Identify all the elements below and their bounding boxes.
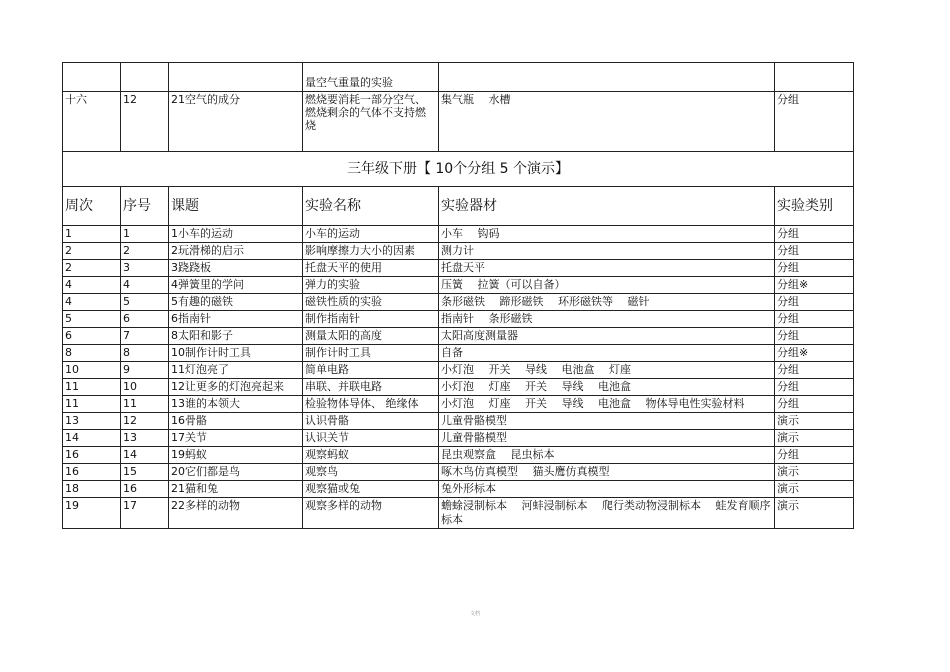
equipment-cell: 小车 钩码 — [439, 226, 775, 243]
num-cell: 17 — [121, 498, 169, 529]
equipment-cell: 太阳高度测量器 — [439, 328, 775, 345]
table-row — [63, 379, 854, 396]
week-cell: 4 — [63, 277, 121, 294]
num-cell: 13 — [121, 430, 169, 447]
type-cell: 分组※ — [775, 277, 854, 294]
table-row — [63, 430, 854, 447]
num-cell: 16 — [121, 481, 169, 498]
type-cell: 演示 — [775, 430, 854, 447]
week-cell: 1 — [63, 226, 121, 243]
lesson-cell — [169, 63, 303, 92]
experiment-name-cell: 串联、并联电路 — [303, 379, 439, 396]
lesson-cell: 19蚂蚁 — [169, 447, 303, 464]
num-cell: 5 — [121, 294, 169, 311]
table-row — [63, 277, 854, 294]
experiment-name-cell: 简单电路 — [303, 362, 439, 379]
type-cell: 分组 — [775, 294, 854, 311]
week-cell: 16 — [63, 464, 121, 481]
experiment-name-cell: 燃烧要消耗一部分空气、燃烧剩余的气体不支持燃烧 — [303, 92, 439, 152]
section-title: 三年级下册【 10个分组 5 个演示】 — [63, 152, 854, 187]
week-cell: 14 — [63, 430, 121, 447]
type-cell: 演示 — [775, 498, 854, 529]
equipment-cell — [439, 63, 775, 92]
week-cell: 4 — [63, 294, 121, 311]
experiment-name-cell: 磁铁性质的实验 — [303, 294, 439, 311]
table-row — [63, 464, 854, 481]
header-experiment-name: 实验名称 — [303, 187, 439, 226]
header-type: 实验类别 — [775, 187, 854, 226]
header-lesson: 课题 — [169, 187, 303, 226]
table-row — [63, 294, 854, 311]
equipment-cell: 测力计 — [439, 243, 775, 260]
type-cell: 分组 — [775, 396, 854, 413]
lesson-cell: 17关节 — [169, 430, 303, 447]
table-row — [63, 328, 854, 345]
type-cell: 分组 — [775, 260, 854, 277]
num-cell: 12 — [121, 92, 169, 152]
page-footer: 文档 — [470, 611, 481, 617]
week-cell: 18 — [63, 481, 121, 498]
type-cell: 分组 — [775, 379, 854, 396]
week-cell: 5 — [63, 311, 121, 328]
num-cell: 15 — [121, 464, 169, 481]
type-cell: 分组 — [775, 243, 854, 260]
experiment-name-cell: 认识关节 — [303, 430, 439, 447]
num-cell: 1 — [121, 226, 169, 243]
lesson-cell: 16骨骼 — [169, 413, 303, 430]
table-row — [63, 92, 854, 152]
experiment-name-cell: 制作计时工具 — [303, 345, 439, 362]
num-cell: 11 — [121, 396, 169, 413]
num-cell: 14 — [121, 447, 169, 464]
week-cell — [63, 63, 121, 92]
equipment-cell: 条形磁铁 蹄形磁铁 环形磁铁等 磁针 — [439, 294, 775, 311]
lesson-cell: 22多样的动物 — [169, 498, 303, 529]
experiment-table — [62, 62, 854, 529]
type-cell: 演示 — [775, 413, 854, 430]
equipment-cell: 昆虫观察盒 昆虫标本 — [439, 447, 775, 464]
num-cell: 2 — [121, 243, 169, 260]
lesson-cell: 8太阳和影子 — [169, 328, 303, 345]
lesson-cell: 21空气的成分 — [169, 92, 303, 152]
experiment-name-cell: 认识骨骼 — [303, 413, 439, 430]
experiment-name-cell: 量空气重量的实验 — [303, 63, 439, 92]
lesson-cell: 12让更多的灯泡亮起来 — [169, 379, 303, 396]
experiment-name-cell: 影响摩擦力大小的因素 — [303, 243, 439, 260]
type-cell: 分组 — [775, 328, 854, 345]
experiment-name-cell: 测量太阳的高度 — [303, 328, 439, 345]
equipment-cell: 儿童骨骼模型 — [439, 430, 775, 447]
equipment-cell: 自备 — [439, 345, 775, 362]
week-cell: 11 — [63, 379, 121, 396]
table-row — [63, 311, 854, 328]
equipment-cell: 集气瓶 水槽 — [439, 92, 775, 152]
table-row — [63, 260, 854, 277]
lesson-cell: 4弹簧里的学问 — [169, 277, 303, 294]
num-cell: 8 — [121, 345, 169, 362]
num-cell: 7 — [121, 328, 169, 345]
week-cell: 13 — [63, 413, 121, 430]
equipment-cell: 兔外形标本 — [439, 481, 775, 498]
table-row — [63, 498, 854, 529]
week-cell: 2 — [63, 260, 121, 277]
table-row — [63, 396, 854, 413]
header-week: 周次 — [63, 187, 121, 226]
equipment-cell: 啄木鸟仿真模型 猫头鹰仿真模型 — [439, 464, 775, 481]
type-cell — [775, 63, 854, 92]
type-cell: 分组 — [775, 92, 854, 152]
week-cell: 6 — [63, 328, 121, 345]
num-cell: 6 — [121, 311, 169, 328]
equipment-cell: 压簧 拉簧（可以自备） — [439, 277, 775, 294]
num-cell: 12 — [121, 413, 169, 430]
continued-row — [63, 63, 854, 92]
equipment-cell: 托盘天平 — [439, 260, 775, 277]
experiment-name-cell: 托盘天平的使用 — [303, 260, 439, 277]
type-cell: 分组 — [775, 447, 854, 464]
section-title-row — [63, 152, 854, 187]
table-row — [63, 345, 854, 362]
lesson-cell: 13谁的本领大 — [169, 396, 303, 413]
experiment-name-cell: 弹力的实验 — [303, 277, 439, 294]
experiment-name-cell: 观察蚂蚁 — [303, 447, 439, 464]
week-cell: 8 — [63, 345, 121, 362]
num-cell: 9 — [121, 362, 169, 379]
week-cell: 十六 — [63, 92, 121, 152]
week-cell: 11 — [63, 396, 121, 413]
experiment-name-cell: 观察猫或兔 — [303, 481, 439, 498]
equipment-cell: 指南针 条形磁铁 — [439, 311, 775, 328]
experiment-name-cell: 制作指南针 — [303, 311, 439, 328]
equipment-cell: 蟾蜍浸制标本 河蚌浸制标本 爬行类动物浸制标本 蛙发育顺序标本 — [439, 498, 775, 529]
header-num: 序号 — [121, 187, 169, 226]
week-cell: 16 — [63, 447, 121, 464]
lesson-cell: 21猫和兔 — [169, 481, 303, 498]
equipment-cell: 小灯泡 灯座 开关 导线 电池盒 — [439, 379, 775, 396]
table-row — [63, 362, 854, 379]
lesson-cell: 1小车的运动 — [169, 226, 303, 243]
week-cell: 2 — [63, 243, 121, 260]
lesson-cell: 10制作计时工具 — [169, 345, 303, 362]
experiment-name-cell: 观察多样的动物 — [303, 498, 439, 529]
type-cell: 分组 — [775, 311, 854, 328]
lesson-cell: 2玩滑梯的启示 — [169, 243, 303, 260]
table-row — [63, 447, 854, 464]
week-cell: 19 — [63, 498, 121, 529]
equipment-cell: 儿童骨骼模型 — [439, 413, 775, 430]
lesson-cell: 3跷跷板 — [169, 260, 303, 277]
table-row — [63, 481, 854, 498]
experiment-name-cell: 小车的运动 — [303, 226, 439, 243]
num-cell: 10 — [121, 379, 169, 396]
type-cell: 演示 — [775, 464, 854, 481]
num-cell: 4 — [121, 277, 169, 294]
lesson-cell: 11灯泡亮了 — [169, 362, 303, 379]
experiment-name-cell: 观察鸟 — [303, 464, 439, 481]
type-cell: 演示 — [775, 481, 854, 498]
type-cell: 分组※ — [775, 345, 854, 362]
equipment-cell: 小灯泡 开关 导线 电池盒 灯座 — [439, 362, 775, 379]
lesson-cell: 6指南针 — [169, 311, 303, 328]
table-row — [63, 226, 854, 243]
num-cell — [121, 63, 169, 92]
num-cell: 3 — [121, 260, 169, 277]
type-cell: 分组 — [775, 226, 854, 243]
header-equipment: 实验器材 — [439, 187, 775, 226]
lesson-cell: 5有趣的磁铁 — [169, 294, 303, 311]
experiment-name-cell: 检验物体导体、 绝缘体 — [303, 396, 439, 413]
type-cell: 分组 — [775, 362, 854, 379]
week-cell: 10 — [63, 362, 121, 379]
lesson-cell: 20它们都是鸟 — [169, 464, 303, 481]
equipment-cell: 小灯泡 灯座 开关 导线 电池盒 物体导电性实验材料 — [439, 396, 775, 413]
header-row — [63, 187, 854, 226]
table-row — [63, 243, 854, 260]
table-row — [63, 413, 854, 430]
